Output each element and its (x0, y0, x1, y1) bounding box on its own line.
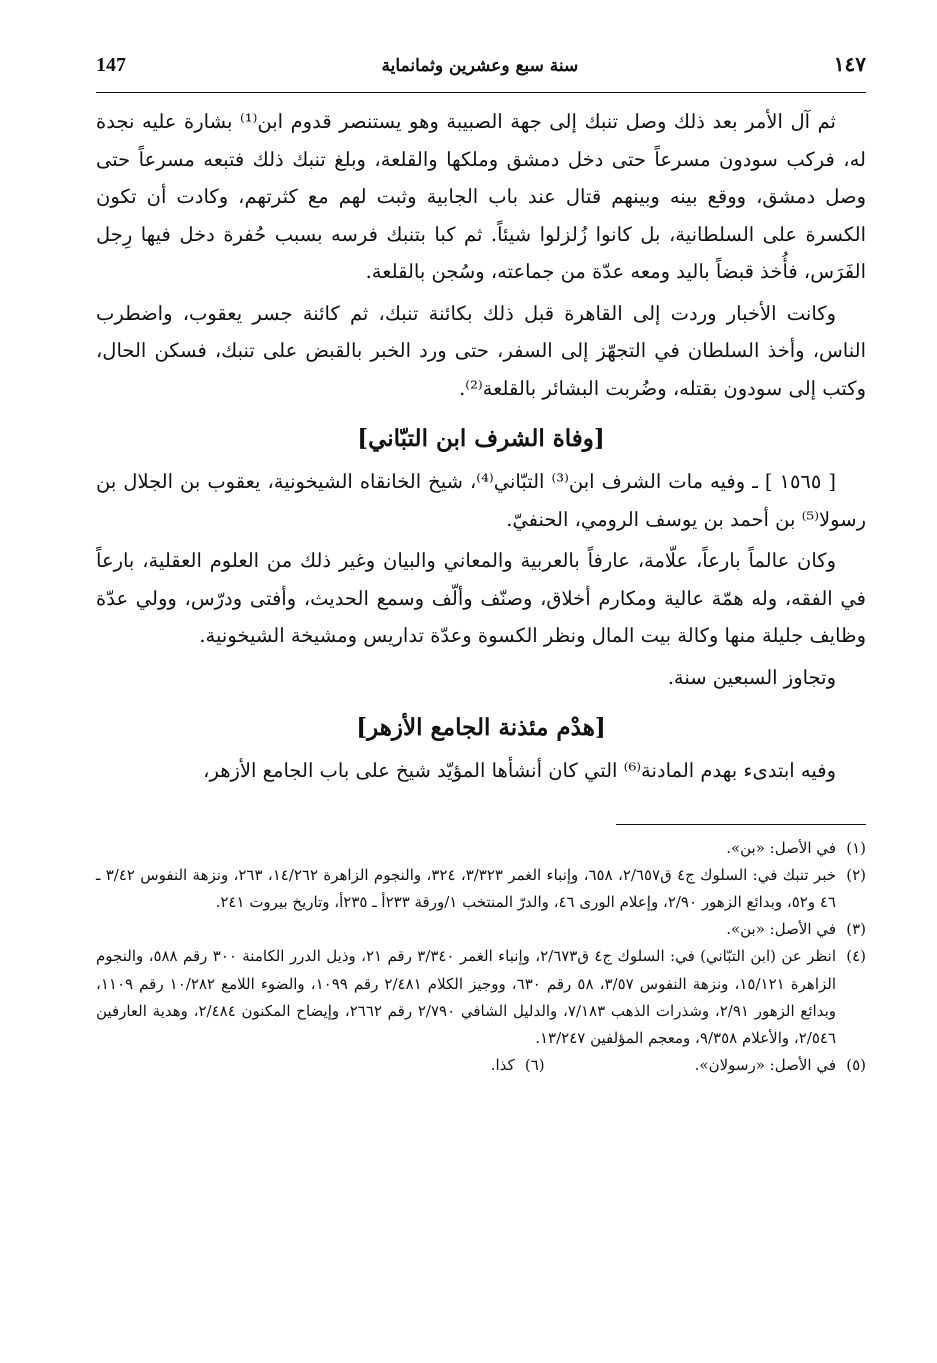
footnote-number: (٦) (524, 1056, 545, 1075)
footnote-number: (٤) (846, 947, 866, 966)
footnote-text: في الأصل: «بن». (726, 838, 836, 857)
page-number-arabic: ١٤٧ (833, 52, 866, 76)
footnote-text: كذا. (490, 1056, 515, 1075)
paragraph: وكانت الأخبار وردت إلى القاهرة قبل ذلك بكائنة تنبك، ثم كائنة جسر يعقوب، واضطرب الناس، وأخذ السلطان في التجهّز إلى السفر، حتى ورد الخبر بالقبض على تنبك، فسكن الحال، وكتب إلى سودون بقتله، وضُربت البشائر بالقلعة⁽²⁾. (96, 301, 866, 400)
footnotes (96, 835, 866, 1080)
footnote-row (96, 1052, 866, 1079)
footnote-number: (١) (846, 838, 866, 857)
paragraph: وفيه ابتدىء بهدم المادنة⁽⁶⁾ التي كان أنشأها المؤيّد شيخ على باب الجامع الأزهر، (203, 759, 836, 782)
paragraph: ثم آل الأمر بعد ذلك وصل تنبك إلى جهة الصبيبة وهو يستنصر قدوم ابن⁽¹⁾ بشارة عليه نجدة له، فركب سودون مسرعاً حتى دخل دمشق وملكها والقلعة، وبلغ تنبك ذلك فتبعه مسرعاً حتى وصل دمشق، ووقع بينه وبينهم قتال عند باب الجابية وثبت لهم مع كثرتهم، وكادت أن تكون الكسرة على السلطانية، بل كانوا زُلزلوا شيئاً. ثم كبا بتنبك فرسه بسبب حُفرة دخل فيها رِجل الفَرَس، فأُخذ قبضاً باليد ومعه عدّة من جماعته، وسُجن بالقلعة. (96, 110, 866, 283)
footnote-number: (٥) (846, 1056, 866, 1075)
footnote-divider (616, 824, 866, 825)
paragraph: وكان عالماً بارعاً، علّامة، عارفاً بالعربية والمعاني والبيان وغير ذلك من العلوم العقلية، بارعاً في الفقه، وله همّة عالية ومكارم أخلاق، وصنّف وألّف وسمع الحديث، وأفتى ودرّس، وولي عدّة وظايف جليلة منها وكالة بيت المال ونظر الكسوة وعدّة تداريس ومشيخة الشيخونية. (96, 549, 866, 647)
footnote-number: (٢) (846, 865, 866, 884)
footnote-text: في الأصل: «بن». (726, 920, 836, 939)
footnote (96, 862, 866, 916)
footnote-text: في الأصل: «رسولان». (694, 1056, 836, 1075)
paragraph: وتجاوز السبعين سنة. (667, 665, 836, 689)
footnote (96, 916, 866, 943)
footnote-number: (٣) (846, 920, 866, 939)
footnote-text: خبر تنبك في: السلوك ج٤ ق٢/٦٥٧، ٦٥٨، وإنباء الغمر ٣/٣٢٣، ٣٢٤، والنجوم الزاهرة ١٤/٢٦٢، ٢٦٣، ونزهة النفوس ٣/٤٢ ـ ٤٦ و٥٢، وبدائع الزهور ٢/٩٠، وإعلام الورى ٤٦، والدرّ المنتخب ١/ورقة ٢٣٣أ ـ ٢٣٥أ، وتاريخ بيروت ٢٤١. (96, 865, 836, 911)
footnote (96, 943, 866, 1052)
footnote (491, 1052, 545, 1079)
paragraph: [ ١٥٦٥ ] ـ وفيه مات الشرف ابن⁽³⁾ التبّاني⁽⁴⁾، شيخ الخانقاه الشيخونية، يعقوب بن الجلال بن رسولا⁽⁵⁾ بن أحمد بن يوسف الرومي، الحنفيّ. (96, 470, 866, 531)
main-text (96, 103, 866, 790)
section-heading: [وفاة الشرف ابن التبّاني] (357, 425, 605, 452)
footnote (695, 1052, 866, 1079)
footnote (96, 835, 866, 862)
book-page (96, 52, 866, 1079)
page-number-latin: 147 (96, 54, 127, 76)
footnote-text: انظر عن (ابن التبّاني) في: السلوك ج٤ ق٢/٦٧٣، وإنباء الغمر ٣/٣٤٠ رقم ٢١، وذيل الدرر الكامنة ٣٠٠ رقم ٥٨٨، والنجوم الزاهرة ١٥/١٢١، ونزهة النفوس ٣/٥٧، ٥٨ رقم ٦٣٠، ووجيز الكلام ٢/٤٨١ رقم ١٠٩٩، والضوء اللامع ١٠/٢٨٢ رقم ١١٠٩، وبدائع الزهور ٢/٩١، وشذرات الذهب ٧/١٨٣، والدليل الشافي ٢/٧٩٠ رقم ٢٦٦٢، وإيضاح المكنون ٢/٤٨٤، وهدية العارفين ٢/٥٤٦، والأعلام ٩/٣٥٨، ومعجم المؤلفين ١٣/٢٤٧. (96, 947, 837, 1047)
page-header (96, 52, 866, 93)
section-heading: [هدْم مئذنة الجامع الأزهر] (356, 714, 606, 741)
running-title: سنة سبع وعشرين وثمانماية (381, 56, 579, 76)
